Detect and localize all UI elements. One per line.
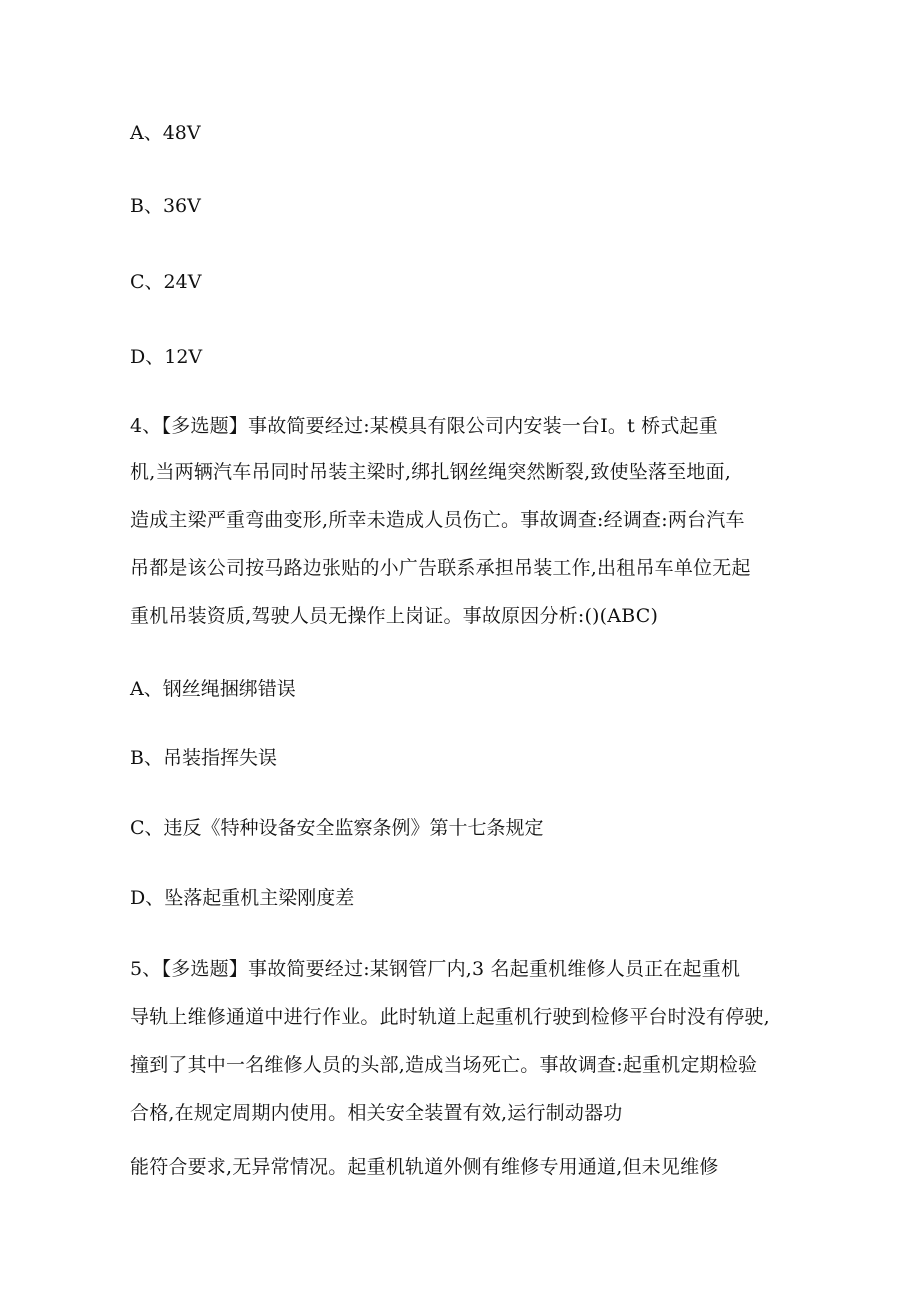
- question-5-line-3: 撞到了其中一名维修人员的头部,造成当场死亡。事故调查:起重机定期检验: [130, 1054, 758, 1076]
- question-4-option-d: D、坠落起重机主梁刚度差: [130, 887, 355, 909]
- prev-option-c: C、24V: [130, 271, 202, 293]
- question-4-line-1: 4、【多选题】事故简要经过:某模具有限公司内安装一台Ⅰ。t 桥式起重: [130, 415, 718, 437]
- question-5-line-2: 导轨上维修通道中进行作业。此时轨道上起重机行驶到检修平台时没有停驶,: [130, 1006, 770, 1028]
- question-4-line-4: 吊都是该公司按马路边张贴的小广告联系承担吊装工作,出租吊车单位无起: [130, 557, 751, 579]
- question-4-option-b: B、吊装指挥失误: [130, 747, 277, 769]
- question-4-line-5: 重机吊装资质,驾驶人员无操作上岗证。事故原因分析:()(ABC): [130, 605, 659, 627]
- question-4-line-2: 机,当两辆汽车吊同时吊装主梁时,绑扎钢丝绳突然断裂,致使坠落至地面,: [130, 461, 731, 483]
- prev-option-a: A、48V: [130, 122, 201, 144]
- prev-option-d: D、12V: [130, 346, 203, 368]
- question-4-option-c: C、违反《特种设备安全监察条例》第十七条规定: [130, 817, 544, 839]
- question-4-option-a: A、钢丝绳捆绑错误: [130, 678, 296, 700]
- question-5-line-1: 5、【多选题】事故简要经过:某钢管厂内,3 名起重机维修人员正在起重机: [130, 958, 741, 980]
- question-5-line-5: 能符合要求,无异常情况。起重机轨道外侧有维修专用通道,但未见维修: [130, 1156, 719, 1178]
- question-4-line-3: 造成主梁严重弯曲变形,所幸未造成人员伤亡。事故调查:经调查:两台汽车: [130, 509, 745, 531]
- prev-option-b: B、36V: [130, 195, 201, 217]
- question-5-line-4: 合格,在规定周期内使用。相关安全装置有效,运行制动器功: [130, 1102, 623, 1124]
